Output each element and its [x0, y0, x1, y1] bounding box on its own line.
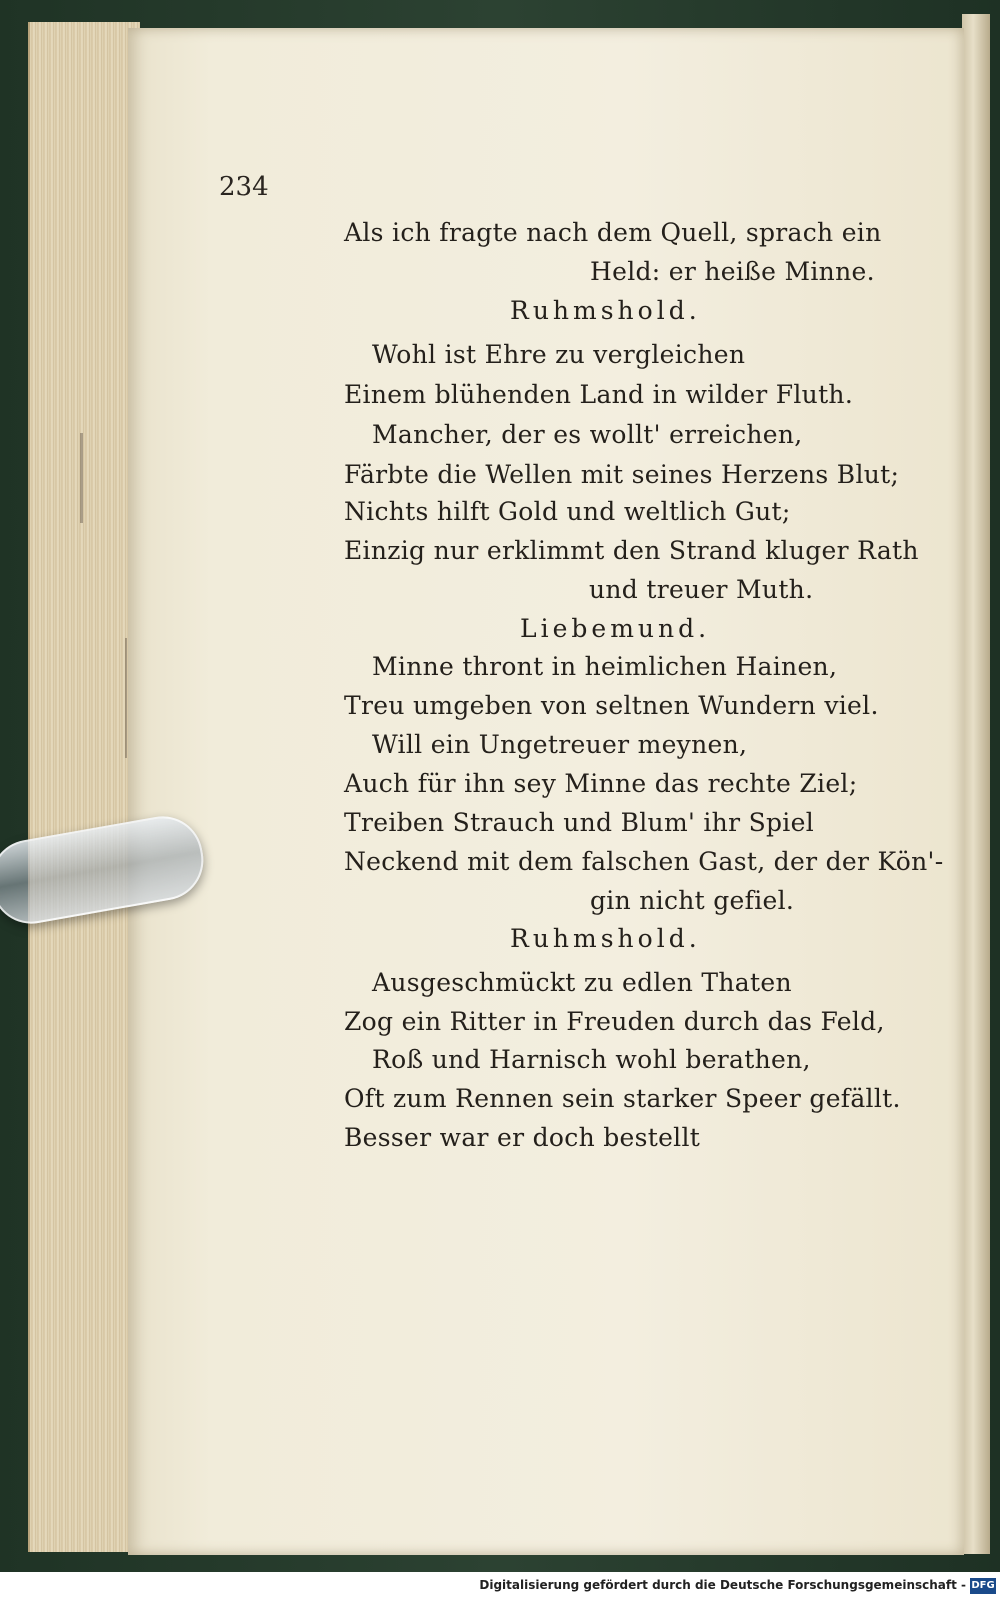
binding-mark — [80, 433, 83, 523]
footer-credit: Digitalisierung gefördert durch die Deutsche Forschungsgemeinschaft - — [479, 1578, 966, 1592]
dfg-logo: DFG — [970, 1578, 996, 1594]
verse-line: Färbte die Wellen mit seines Herzens Blut; — [344, 460, 900, 489]
verse-line: Minne thront in heimlichen Hainen, — [372, 652, 838, 681]
verse-line: Zog ein Ritter in Freuden durch das Feld, — [344, 1007, 885, 1036]
verse-line: Held: er heiße Minne. — [590, 257, 875, 286]
page-number: 234 — [219, 172, 269, 202]
verse-line: Besser war er doch bestellt — [344, 1123, 701, 1152]
verse-line: Einem blühenden Land in wilder Fluth. — [344, 380, 854, 409]
verse-line: Mancher, der es wollt' erreichen, — [372, 420, 803, 449]
verse-line: gin nicht gefiel. — [590, 886, 795, 915]
verse-line: Roß und Harnisch wohl berathen, — [372, 1045, 811, 1074]
facing-page-edge — [962, 14, 990, 1554]
speaker-name: Ruhmshold. — [510, 924, 701, 953]
verse-line: Ausgeschmückt zu edlen Thaten — [372, 968, 792, 997]
verse-line: Nichts hilft Gold und weltlich Gut; — [344, 497, 791, 526]
speaker-name: Ruhmshold. — [510, 296, 701, 325]
verse-line: Treiben Strauch und Blum' ihr Spiel — [344, 808, 814, 837]
book-page-edges — [28, 22, 140, 1552]
binding-mark — [125, 638, 127, 758]
speaker-name: Liebemund. — [520, 614, 711, 643]
verse-line: Auch für ihn sey Minne das rechte Ziel; — [344, 769, 858, 798]
verse-line: Als ich fragte nach dem Quell, sprach ein — [344, 218, 882, 247]
verse-line: Neckend mit dem falschen Gast, der der Kön'- — [344, 847, 944, 876]
verse-line: Will ein Ungetreuer meynen, — [372, 730, 748, 759]
verse-line: Treu umgeben von seltnen Wundern viel. — [344, 691, 879, 720]
verse-line: Wohl ist Ehre zu vergleichen — [372, 340, 746, 369]
verse-line: und treuer Muth. — [589, 575, 814, 604]
verse-line: Einzig nur erklimmt den Strand kluger Rath — [344, 536, 919, 565]
verse-line: Oft zum Rennen sein starker Speer gefällt. — [344, 1084, 901, 1113]
